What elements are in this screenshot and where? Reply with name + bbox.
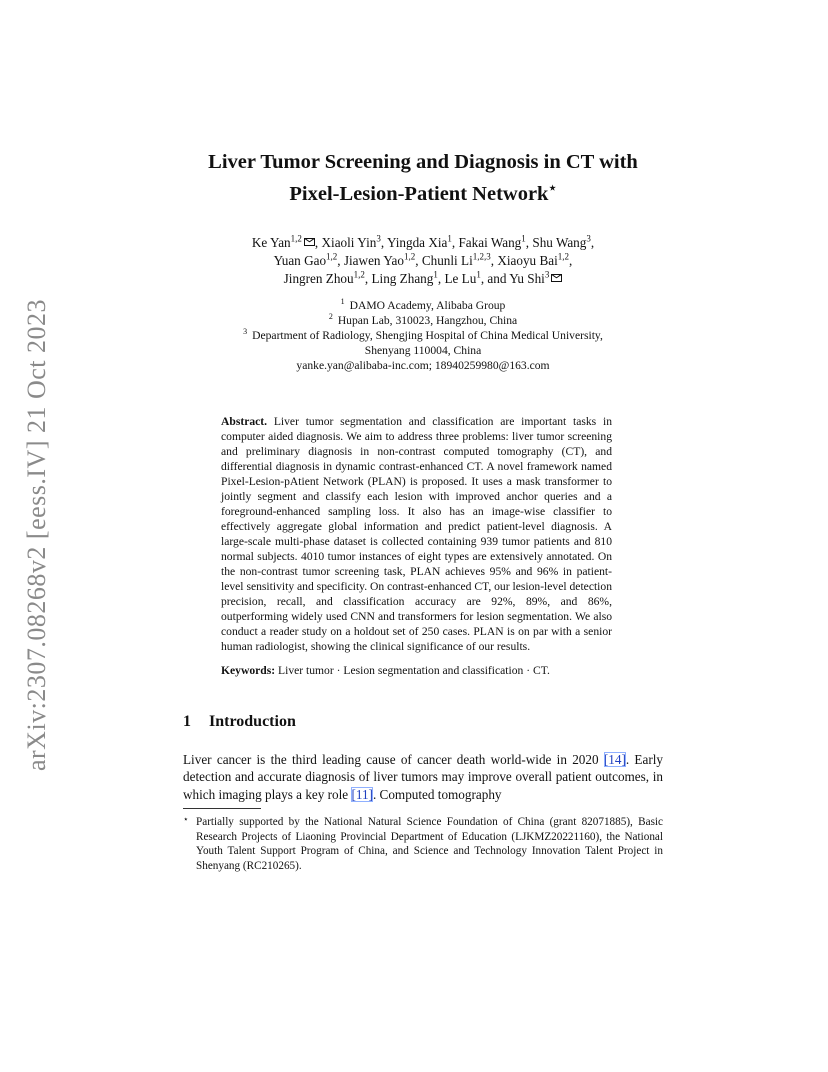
arxiv-stamp [17,290,57,780]
abstract [221,414,612,654]
author-separator: , [364,270,372,286]
title-footnote-mark: ⋆ [548,180,557,195]
author-name: Shu Wang [532,234,587,250]
author-affiliation-sup: 1 [433,269,438,280]
affiliation-1: $^1$ DAMO Academy, Alibaba Group [340,296,506,312]
author-separator: , [490,252,498,268]
author-name: Jingren Zhou [283,270,354,286]
section-heading [183,712,663,732]
envelope-icon [304,238,315,246]
title-line-2: Pixel-Lesion-Patient Network [289,182,549,205]
author-separator: , [380,234,387,250]
affiliation-3: $^3$ Department of Radiology, Shengjing Hospital of China Medical University, [243,326,603,342]
author-separator: , [451,234,459,250]
title-line-1: Liver Tumor Screening and Diagnosis in CT with [208,151,638,173]
abstract-text: Liver tumor segmentation and classification are important tasks in computer aided diagnosis. We aim to address three problems: liver tumor screening and preliminary diagnosis in non-contrast computed tomography (CT), and differential diagnosis in dynamic contrast-enhanced CT. A novel framework named Pixel-Lesion-pAtient Network (PLAN) is proposed. It uses a mask transformer to jointly segment and classify each lesion with improved anchor queries and a foreground-enhanced sampling loss. It also has an image-wise classifier to effectively aggregate global information and predict patient-level diagnosis. A large-scale multi-phase dataset is collected containing 939 tumor patients and 810 normal subjects. 4010 tumor instances of eight types are extensively annotated. On the non-contrast tumor screening task, PLAN achieves 95% and 96% in patient-level sensitivity and specificity. On contrast-enhanced CT, our lesion-level detection precision, recall, and classification accuracy are 92%, 89%, and 86%, outperforming widely used CNN and transformers for lesion segmentation. We also conduct a reader study on a holdout set of 250 cases. PLAN is on par with a senior human radiologist, showing the clinical significance of our results. [221,414,612,653]
affiliation-3-cont: Shenyang 110004, China [364,343,482,357]
section-number: 1 [183,712,191,730]
author-separator: , [314,234,322,250]
author-separator: , [569,252,573,268]
paper-page [183,150,663,873]
author-affiliation-sup: 1,2 [326,251,338,262]
author-name: Yu Shi [509,270,545,286]
affiliation-2: $^2$ Hupan Lab, 310023, Hangzhou, China [328,311,518,327]
author-affiliation-sup: 3 [376,233,381,244]
paper-title [183,150,663,207]
author-name: Ke Yan [251,234,291,250]
author-list [183,234,663,288]
author-affiliation-sup: 1 [521,233,526,244]
arxiv-id: arXiv:2307.08268v2 [eess.IV] 21 Oct 2023 [22,298,51,772]
keywords-text: Liver tumor · Lesion segmentation and classification · CT. [278,663,550,677]
intro-paragraph: Liver cancer is the third leading cause of cancer death world-wide in 2020 [14]. Early detection and accurate diagnosis of liver tumors may improve overall patient outcomes, in which imaging plays a key role [11]. Computed tomography [183,751,663,802]
footnote-text: Partially supported by the National Natural Science Foundation of China (grant 82071885), Basic Research Projects of Liaoning Provincial Department of Education (LJKMZ20221160), the National Youth Talent Support Program of China, and Science and Technology Innovation Talent Project in Shenyang (RC210265). [196,816,663,872]
author-emails: yanke.yan@alibaba-inc.com; 18940259980@163.com [296,358,550,372]
author-separator: , [437,270,445,286]
author-name: Le Lu [444,270,477,286]
keywords [221,663,612,678]
author-affiliation-sup: 3 [544,269,550,280]
author-affiliation-sup: 1,2 [353,269,365,280]
author-name: Yuan Gao [273,252,327,268]
author-name: Fakai Wang [458,234,522,250]
author-separator: , [415,252,422,268]
author-affiliation-sup: 1,2 [557,251,570,262]
citation-link-11[interactable]: [11] [351,786,373,802]
author-separator: , [337,252,344,268]
affiliations [183,298,663,373]
author-affiliation-sup: 1,2,3 [472,251,491,262]
citation-link-14[interactable]: [14] [603,751,626,767]
section-title: Introduction [209,712,296,730]
footnote [183,812,663,873]
author-separator: , [525,234,533,250]
author-name: Xiaoyu Bai [497,252,558,268]
author-affiliation-sup: 1,2 [403,251,416,262]
author-affiliation-sup: 1 [476,269,481,280]
abstract-label: Abstract. [221,414,268,428]
footnote-divider [183,808,261,809]
author-name: Yingda Xia [386,234,448,250]
envelope-icon [551,274,562,282]
author-name: Xiaoli Yin [321,234,377,250]
author-affiliation-sup: 3 [586,233,591,244]
author-name: Chunli Li [421,252,473,268]
author-affiliation-sup: 1,2 [290,233,302,244]
author-name: Ling Zhang [371,270,434,286]
author-separator: , [590,234,595,250]
footnote-mark: ⋆ [183,814,189,825]
author-affiliation-sup: 1 [447,233,452,244]
keywords-label: Keywords: [221,663,276,677]
author-name: Jiawen Yao [343,252,404,268]
author-separator: , and [480,270,510,286]
